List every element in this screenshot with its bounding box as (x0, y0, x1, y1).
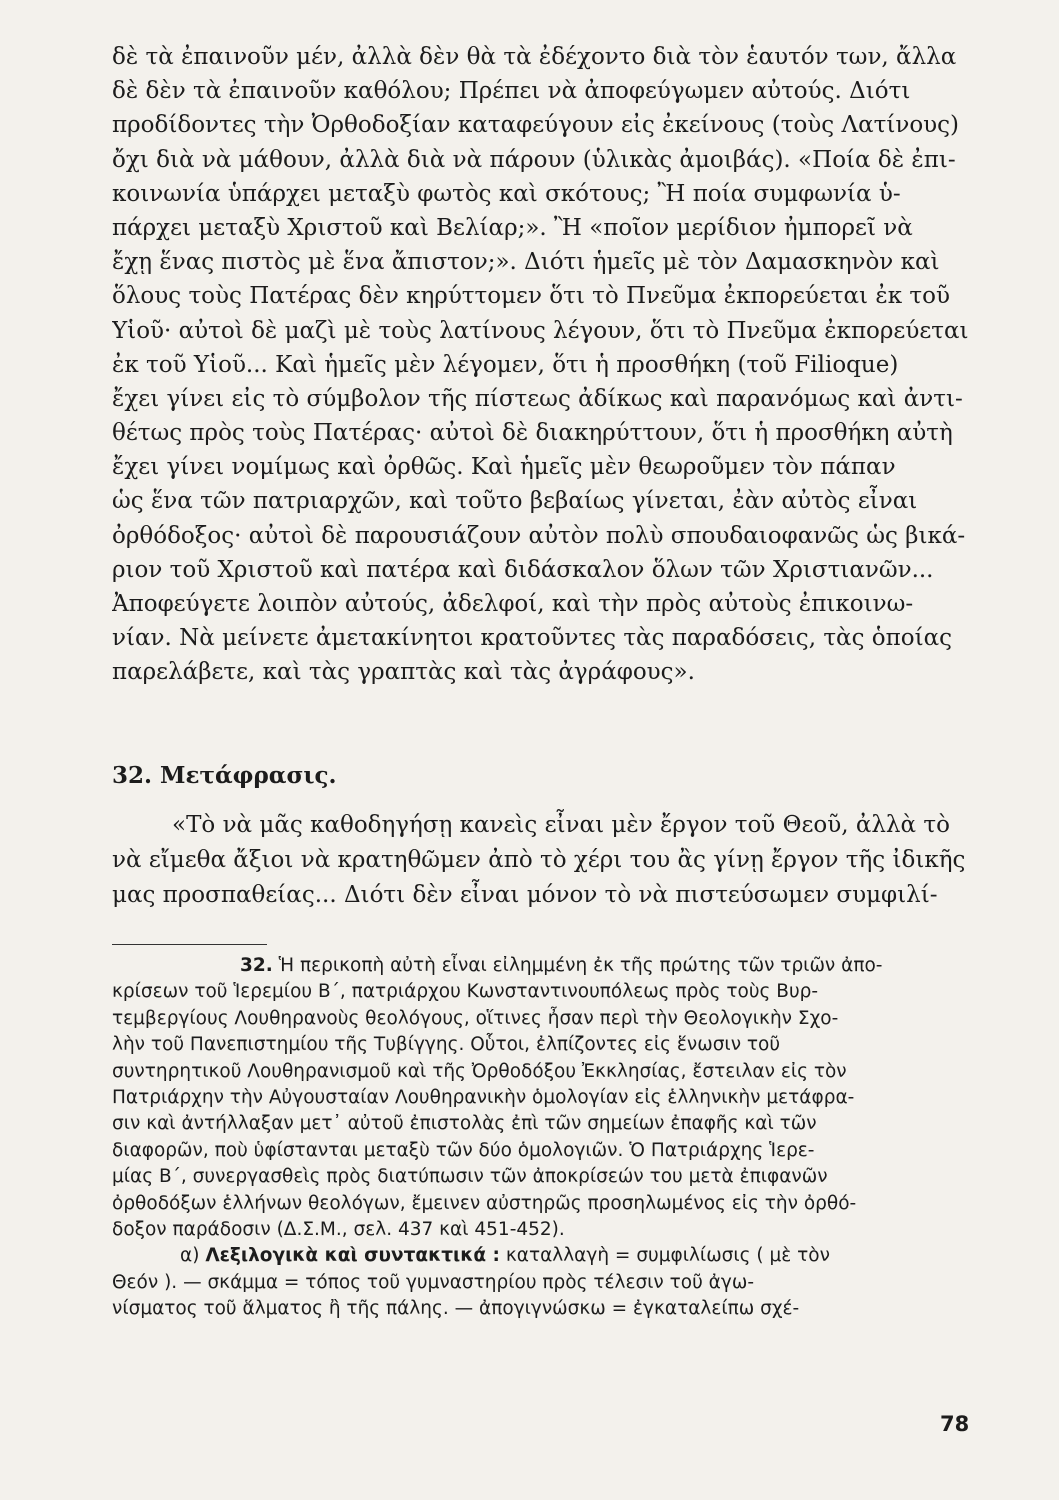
text-line: θέτως πρὸς τοὺς Πατέρας· αὐτοὶ δὲ διακηρύττουν, ὅτι ἡ προσθήκη αὐτὴ (112, 420, 953, 447)
footnote-line: νίσματος τοῦ ἅλματος ἢ τῆς πάλης. — ἀπογιγνώσκω = ἐγκαταλείπω σχέ- (112, 1298, 800, 1320)
footnote-line: μίας Β΄, συνεργασθεὶς πρὸς διατύπωσιν τῶν ἀποκρίσεών του μετὰ ἐπιφανῶν (112, 1166, 828, 1188)
text-line: Υἱοῦ· αὐτοὶ δὲ μαζὶ μὲ τοὺς λατίνους λέγουν, ὅτι τὸ Πνεῦμα ἐκπορεύεται (112, 317, 969, 344)
section-text (112, 808, 992, 913)
text-line: ἔχει γίνει νομίμως καὶ ὀρθῶς. Καὶ ἡμεῖς μὲν θεωροῦμεν τὸν πάπαν (112, 454, 896, 481)
footnote-line: συντηρητικοῦ Λουθηρανισμοῦ καὶ τῆς Ὀρθοδόξου Ἐκκλησίας, ἔστειλαν εἰς τὸν (112, 1060, 847, 1082)
text-line: ἐκ τοῦ Υἱοῦ... Καὶ ἡμεῖς μὲν λέγομεν, ὅτι ἡ προσθήκη (τοῦ Filioque) (112, 351, 899, 378)
footnote-line: ὀρθοδόξων ἑλλήνων θεολόγων, ἔμεινεν αὐστηρῶς προσηλωμένος εἰς τὴν ὀρθό- (112, 1192, 857, 1214)
page-number: 78 (940, 1412, 970, 1436)
footnote-first-line (112, 953, 992, 979)
main-text (112, 40, 992, 690)
footnote-line: Πατριάρχην τὴν Αὐγουσταίαν Λουθηρανικὴν ὁμολογίαν εἰς ἑλληνικὴν μετάφρα- (112, 1086, 855, 1108)
text-line: παρελάβετε, καὶ τὰς γραπτὰς καὶ τὰς ἀγράφους». (112, 659, 695, 686)
text-line: ἔχῃ ἕνας πιστὸς μὲ ἕνα ἄπιστον;». Διότι ἡμεῖς μὲ τὸν Δαμασκηνὸν καὶ (112, 249, 940, 276)
footnote-line: Θεόν ). — σκάμμα = τόπος τοῦ γυμναστηρίου πρὸς τέλεσιν τοῦ ἀγω- (112, 1271, 754, 1293)
subsection-text: καταλλαγὴ = συμφιλίωσις ( μὲ τὸν (505, 1245, 830, 1267)
footnote-line: κρίσεων τοῦ Ἱερεμίου Β΄, πατριάρχου Κωνσταντινουπόλεως πρὸς τοὺς Βυρ- (112, 981, 819, 1003)
text-line: δὲ δὲν τὰ ἐπαινοῦν καθόλου; Πρέπει νὰ ἀποφεύγωμεν αὐτούς. Διότι (112, 78, 911, 105)
text-line: «Τὸ νὰ μᾶς καθοδηγήσῃ κανεὶς εἶναι μὲν ἔργον τοῦ Θεοῦ, ἀλλὰ τὸ (172, 812, 950, 838)
footnote-divider (112, 944, 267, 945)
text-line: μας προσπαθείας... Διότι δὲν εἶναι μόνον τὸ νὰ πιστεύσωμεν συμφιλί- (112, 882, 938, 908)
footnote-line: δοξον παράδοσιν (Δ.Σ.Μ., σελ. 437 καὶ 451-452). (112, 1218, 565, 1240)
text-line: Ἀποφεύγετε λοιπὸν αὐτούς, ἀδελφοί, καὶ τὴν πρὸς αὐτοὺς ἐπικοινω- (112, 591, 914, 617)
text-line: νίαν. Νὰ μείνετε ἀμετακίνητοι κρατοῦντες τὰς παραδόσεις, τὰς ὁποίας (112, 625, 953, 652)
text-line: κοινωνία ὑπάρχει μεταξὺ φωτὸς καὶ σκότους; Ἢ ποία συμφωνία ὑ- (112, 180, 901, 207)
footnote-number: 32. (240, 955, 273, 976)
text-line: προδίδοντες τὴν Ὀρθοδοξίαν καταφεύγουν εἰς ἐκείνους (τοὺς Λατίνους) (112, 112, 960, 139)
subsection-label: α) (180, 1245, 200, 1267)
text-line: ὄχι διὰ νὰ μάθουν, ἀλλὰ διὰ νὰ πάρουν (ὑλικὰς ἀμοιβάς). «Ποία δὲ ἐπι- (112, 146, 956, 173)
footnote-line: σιν καὶ ἀντήλλαξαν μετ᾽ αὐτοῦ ἐπιστολὰς ἐπὶ τῶν σημείων ἐπαφῆς καὶ τῶν (112, 1113, 817, 1135)
text-line: ἔχει γίνει εἰς τὸ σύμβολον τῆς πίστεως ἀδίκως καὶ παρανόμως καὶ ἀντι- (112, 385, 963, 412)
footnote (112, 953, 992, 1322)
footnote-subsection-line (112, 1243, 992, 1269)
text-line: δὲ τὰ ἐπαινοῦν μέν, ἀλλὰ δὲν θὰ τὰ ἐδέχοντο διὰ τὸν ἑαυτόν των, ἄλλα (112, 44, 957, 70)
text-line: πάρχει μεταξὺ Χριστοῦ καὶ Βελίαρ;». Ἢ «ποῖον μερίδιον ἠμπορεῖ νὰ (112, 214, 913, 241)
footnote-line: διαφορῶν, ποὺ ὑφίστανται μεταξὺ τῶν δύο ὁμολογιῶν. Ὁ Πατριάρχης Ἱερε- (112, 1139, 815, 1161)
text-line: ὅλους τοὺς Πατέρας δὲν κηρύττομεν ὅτι τὸ Πνεῦμα ἐκπορεύεται ἐκ τοῦ (112, 283, 950, 310)
subsection-heading: Λεξιλογικὰ καὶ συντακτικά : (205, 1245, 500, 1267)
footnote-line: λὴν τοῦ Πανεπιστημίου τῆς Τυβίγγης. Οὗτοι, ἐλπίζοντες εἰς ἕνωσιν τοῦ (112, 1034, 781, 1056)
footnote-text: Ἡ περικοπὴ αὐτὴ εἶναι εἰλημμένη ἐκ τῆς πρώτης τῶν τριῶν ἀπο- (278, 955, 883, 976)
text-line: ριον τοῦ Χριστοῦ καὶ πατέρα καὶ διδάσκαλον ὅλων τῶν Χριστιανῶν... (112, 556, 934, 583)
text-line: νὰ εἴμεθα ἄξιοι νὰ κρατηθῶμεν ἀπὸ τὸ χέρι του ἂς γίνῃ ἔργον τῆς ἰδικῆς (112, 847, 966, 873)
section-heading: 32. Μετάφρασις. (112, 762, 337, 789)
text-line: ὡς ἕνα τῶν πατριαρχῶν, καὶ τοῦτο βεβαίως γίνεται, ἐὰν αὐτὸς εἶναι (112, 488, 918, 515)
footnote-line: τεμβεργίους Λουθηρανοὺς θεολόγους, οἵτινες ἦσαν περὶ τὴν Θεολογικὴν Σχο- (112, 1007, 839, 1029)
text-line: ὀρθόδοξος· αὐτοὶ δὲ παρουσιάζουν αὐτὸν πολὺ σπουδαιοφανῶς ὡς βικά- (112, 522, 966, 549)
